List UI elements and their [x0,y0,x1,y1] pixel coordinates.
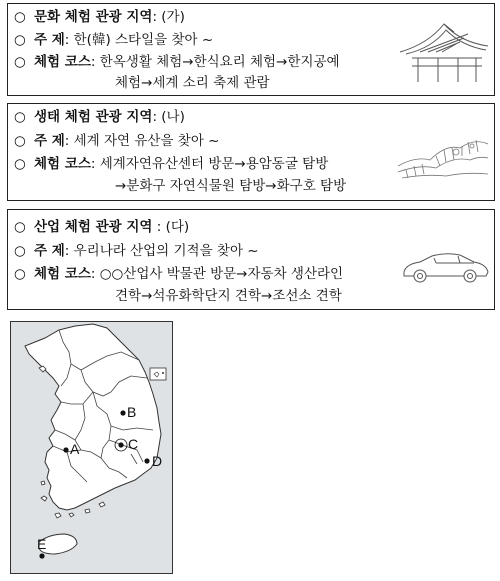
industry-course-line [14,265,343,283]
industry-tour-box [7,209,495,310]
map-label-b: B [127,404,137,420]
point-b-marker [120,410,125,415]
bullet: ○ [14,266,26,282]
ecology-course-line [14,155,328,173]
map-label-d: D [152,453,163,469]
industry-course-line2: 견학→석유화학단지 견학→조선소 견학 [115,288,342,304]
point-c-marker [118,442,123,447]
point-d-marker [144,458,149,463]
culture-theme-text: : 한(韓) 스타일을 찾아 ~ [64,32,214,48]
course-label: 체험 코스 [34,54,91,70]
ecology-title-suffix: : (나) [152,109,185,125]
theme-label: 주 제 [34,32,65,48]
ecology-course-line1: : 세계자연유산센터 방문→용암동굴 탐방 [90,156,329,172]
course-label: 체험 코스 [34,156,91,172]
industry-title-line [14,218,189,236]
car-icon [400,250,490,286]
ecology-title-line [14,108,185,126]
point-e-marker [39,553,44,558]
culture-title-line [14,8,185,26]
bullet: ○ [14,133,26,149]
ecology-theme-line [14,132,219,150]
bullet: ○ [14,54,26,70]
korea-map-drawing [11,322,173,574]
ecology-title: 생태 체험 관광 지역 [34,109,153,125]
bullet: ○ [14,156,26,172]
ecology-course-line2: →분화구 자연식물원 탐방→화구호 탐방 [115,178,347,194]
industry-title-suffix: : (다) [152,219,190,235]
map-label-a: A [70,441,80,457]
culture-course-line [14,53,340,71]
ecology-tour-box [7,103,495,201]
bullet: ○ [14,219,26,235]
bullet: ○ [14,109,26,125]
culture-title-suffix: : (가) [152,9,185,25]
map-label-c: C [128,436,139,452]
hanok-roof-icon [398,14,490,84]
point-a-marker [63,447,68,452]
industry-title: 산업 체험 관광 지역 [34,219,153,235]
bullet: ○ [14,9,26,25]
theme-label: 주 제 [34,133,65,149]
korea-map [10,321,173,574]
culture-tour-box [7,3,495,96]
bullet: ○ [14,32,26,48]
culture-title: 문화 체험 관광 지역 [34,9,153,25]
culture-theme-line [14,31,213,49]
industry-theme-text: : 우리나라 산업의 기적을 찾아 ~ [64,243,259,259]
course-label: 체험 코스 [34,266,91,282]
bullet: ○ [14,243,26,259]
volcanic-landscape-icon [396,126,490,186]
industry-course-line1: : ○○산업사 박물관 방문→자동차 생산라인 [90,266,344,282]
culture-course-line1: : 한옥생활 체험→한식요리 체험→한지공예 [90,54,340,70]
culture-course-line2: 체험→세계 소리 축제 관람 [115,75,270,91]
ecology-theme-text: : 세계 자연 유산을 찾아 ~ [64,133,220,149]
map-label-e: E [37,536,47,552]
theme-label: 주 제 [34,243,65,259]
industry-theme-line [14,242,259,260]
